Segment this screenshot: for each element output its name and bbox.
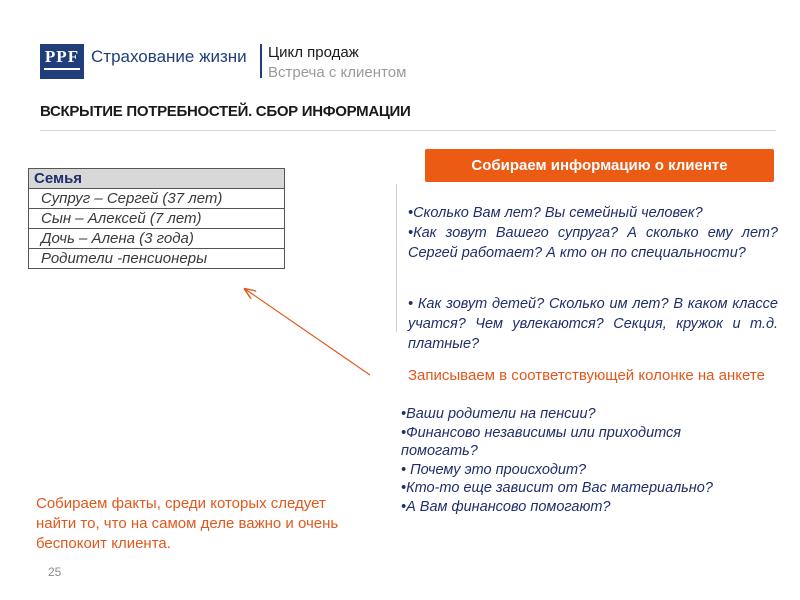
page-number: 25: [48, 565, 62, 579]
question-item: •Ваши родители на пенсии?: [401, 406, 596, 422]
table-cell: Дочь – Алена (3 года): [29, 229, 285, 249]
cycle-subtitle: Встреча с клиентом: [268, 64, 407, 81]
questions-parents: [401, 405, 741, 516]
questions-personal: [408, 203, 778, 263]
question-item: • Как зовут детей? Сколько им лет? В каком классе учатся? Чем увлекаются? Секция, кружок и т.д. платные?: [408, 296, 778, 352]
table-header-cell: Семья: [29, 169, 285, 189]
question-item: •Как зовут Вашего супруга? А сколько ему лет? Сергей работает? А кто он по специальности?: [408, 225, 778, 261]
question-item: • Почему это происходит?: [401, 461, 587, 478]
facts-note: Собираем факты, среди которых следует найти то, что на самом деле важно и очень беспокоит клиента.: [36, 495, 339, 552]
question-item: •Сколько Вам лет? Вы семейный человек?: [408, 205, 703, 221]
question-item: •Кто-то еще зависит от Вас материально?: [401, 480, 713, 496]
table-cell: Супруг – Сергей (37 лет): [29, 189, 285, 209]
table-cell: Сын – Алексей (7 лет): [29, 209, 285, 229]
record-note: Записываем в соответствующей колонке на анкете: [408, 367, 765, 384]
collect-info-banner: Собираем информацию о клиенте: [425, 149, 774, 182]
question-item: •А Вам финансово помогают?: [401, 498, 611, 515]
table-cell: Родители -пенсионеры: [29, 249, 285, 269]
logo-text: PPF: [44, 47, 80, 66]
cycle-title: Цикл продаж: [268, 44, 359, 61]
column-divider: [396, 184, 397, 332]
questions-children: [408, 294, 778, 354]
question-item: •Финансово независимы или приходится помогать?: [401, 424, 682, 459]
section-title: ВСКРЫТИЕ ПОТРЕБНОСТЕЙ. СБОР ИНФОРМАЦИИ: [40, 103, 411, 120]
arrow-line: [245, 289, 370, 375]
brand-name: Страхование жизни: [91, 47, 247, 66]
